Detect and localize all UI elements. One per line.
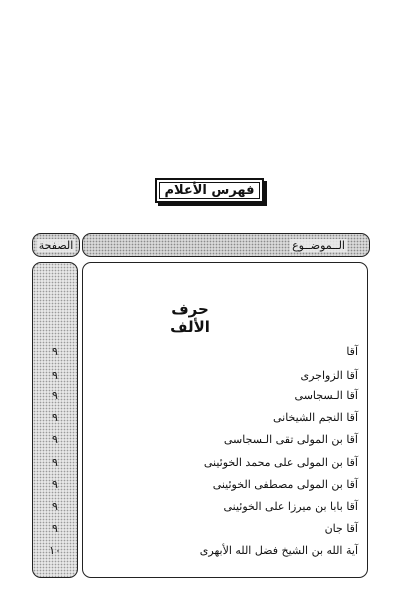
entry-page: ٩ <box>52 456 58 469</box>
entry-name: آقا بن المولى تقى الـسجاسى <box>223 433 358 446</box>
entry-page: ١٠ <box>49 544 61 557</box>
topic-header-label: الــموضــوع <box>292 238 345 252</box>
page-column-header <box>32 233 80 257</box>
page-header-label: الصفحة <box>38 238 74 252</box>
entry-page: ٩ <box>52 369 58 382</box>
entry-name: آقا بابا بن ميرزا على الخوئينى <box>223 500 358 513</box>
entry-page: ٩ <box>52 522 58 535</box>
index-title: فهرس الأعلام <box>164 183 255 198</box>
entry-name: آية الله بن الشيخ فضل الله الأبهرى <box>199 544 358 557</box>
entry-page: ٩ <box>52 500 58 513</box>
entry-name: آقا جان <box>324 522 358 535</box>
entry-page: ٩ <box>52 433 58 446</box>
entry-name: آقا بن المولى على محمد الخوئينى <box>203 456 358 469</box>
entry-page: ٩ <box>52 389 58 402</box>
entry-page: ٩ <box>52 345 58 358</box>
index-title-box <box>155 178 264 203</box>
topic-column-header <box>82 233 370 257</box>
entry-name: آقا <box>346 345 358 358</box>
section-heading: حرف الألف <box>170 300 210 336</box>
entry-name: آقا بن المولى مصطفى الخوئينى <box>212 478 358 491</box>
entry-name: آقا الـسجاسى <box>294 389 358 402</box>
entry-name: آقا النجم الشيخانى <box>272 411 358 424</box>
entry-name: آقا الزواجرى <box>300 369 358 382</box>
entry-page: ٩ <box>52 411 58 424</box>
entry-page: ٩ <box>52 478 58 491</box>
